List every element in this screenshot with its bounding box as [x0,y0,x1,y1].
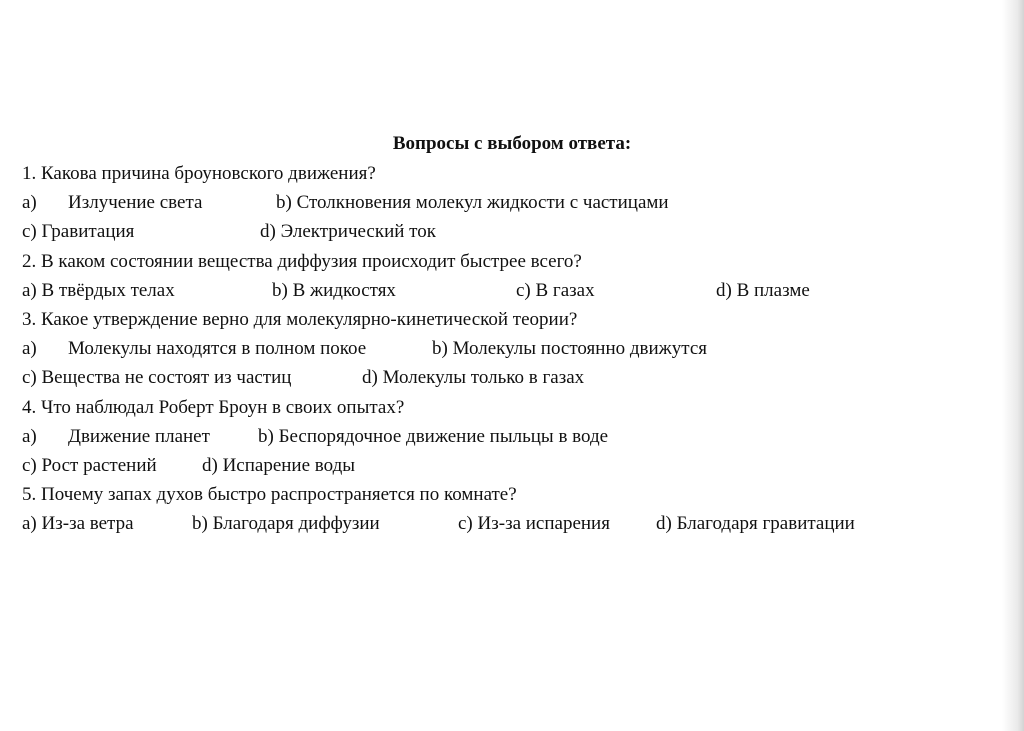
option-label: a) [22,425,37,447]
option-c: c) Вещества не состоят из частиц [22,367,292,389]
option-a: Излучение света [68,192,203,214]
option-b: b) В жидкостях [272,279,396,301]
page-edge-shadow [1002,0,1024,731]
question-1-options-row-1 [22,188,1002,217]
question-2 [22,247,1002,276]
question-5-options-row-1 [22,509,1002,538]
option-b: b) Благодаря диффузии [192,513,380,535]
option-b: b) Беспорядочное движение пыльцы в воде [258,425,609,447]
question-5 [22,480,1002,509]
question-text: 2. В каком состоянии вещества диффузия происходит быстрее всего? [22,250,582,272]
document-content [22,128,1002,538]
question-3 [22,305,1002,334]
page-title: Вопросы с выбором ответа: [392,133,632,154]
option-label: a) [22,192,37,214]
question-1 [22,159,1002,188]
option-d: d) Электрический ток [260,221,436,243]
option-a: a) Из-за ветра [22,513,134,535]
option-d: d) Испарение воды [202,454,356,476]
question-text: 5. Почему запах духов быстро распространяется по комнате? [22,484,517,506]
option-d: d) Благодаря гравитации [656,513,855,535]
option-b: b) Столкновения молекул жидкости с частицами [276,192,669,214]
question-text: 1. Какова причина броуновского движения? [22,163,376,184]
option-c: c) В газах [516,279,595,301]
option-a: Движение планет [68,425,210,447]
question-4 [22,393,1002,422]
question-4-options-row-1 [22,422,1002,451]
question-text: 3. Какое утверждение верно для молекулярно-кинетической теории? [22,308,578,330]
option-a: Молекулы находятся в полном покое [68,338,367,360]
question-4-options-row-2 [22,451,1002,480]
option-label: a) [22,338,37,360]
option-d: d) В плазме [716,279,810,301]
option-c: c) Гравитация [22,221,135,243]
question-text: 4. Что наблюдал Роберт Броун в своих опытах? [22,396,405,418]
option-d: d) Молекулы только в газах [362,367,585,389]
question-3-options-row-2 [22,363,1002,392]
option-b: b) Молекулы постоянно движутся [432,338,708,360]
option-c: c) Из-за испарения [458,513,610,535]
question-2-options-row-1 [22,276,1002,305]
option-c: c) Рост растений [22,454,157,476]
question-1-options-row-2 [22,217,1002,246]
question-3-options-row-1 [22,334,1002,363]
option-a: a) В твёрдых телах [22,279,175,301]
